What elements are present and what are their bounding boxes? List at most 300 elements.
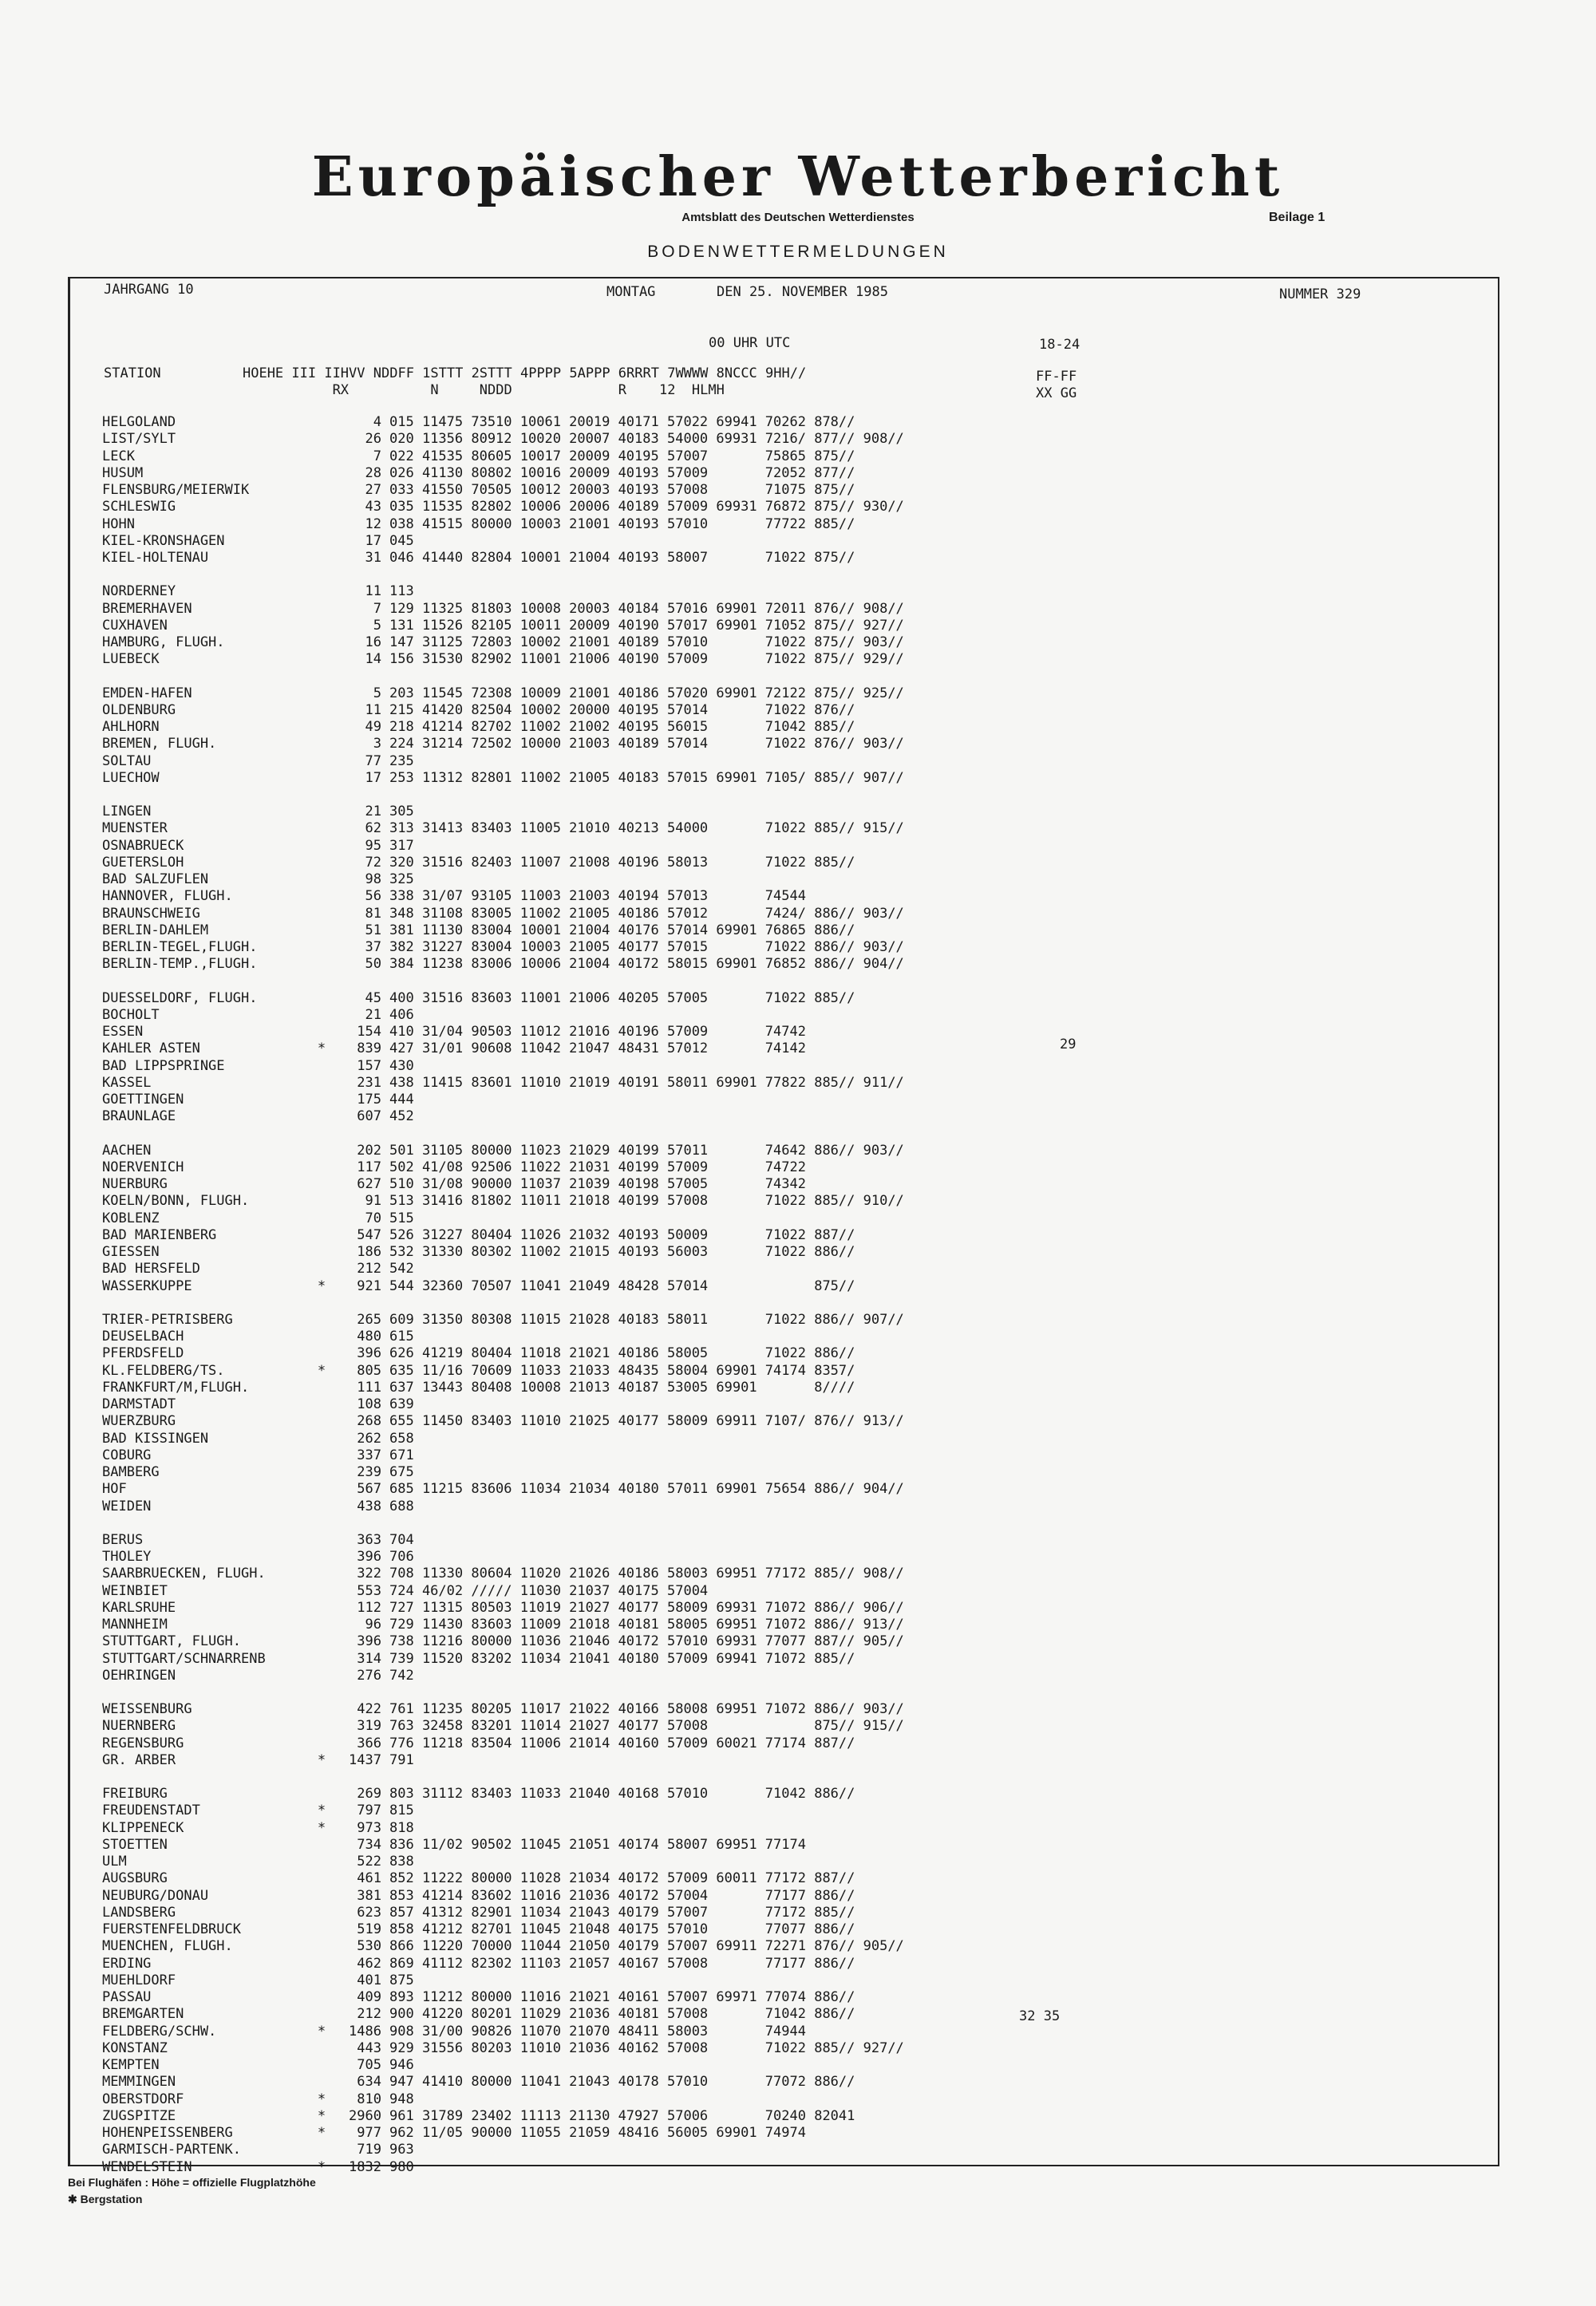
- station-height: 5: [373, 685, 381, 701]
- mountain-marker: *: [317, 1819, 326, 1836]
- mountain-marker: [311, 465, 332, 482]
- station-height: 51: [365, 922, 381, 938]
- station-name: KOELN/BONN, FLUGH.: [102, 1193, 250, 1210]
- station-name: HAMBURG, FLUGH.: [102, 634, 225, 650]
- station-name: KIEL-KRONSHAGEN: [102, 532, 225, 549]
- table-row: [102, 1058, 1108, 1075]
- mountain-marker: *: [317, 1803, 326, 1819]
- publisher-line: Amtsblatt des Deutschen Wetterdienstes: [681, 211, 915, 224]
- observation-code: 962 11/05 90000 11055 21059 48416 56005 69901 74974: [389, 2125, 806, 2141]
- station-height: 17: [365, 769, 381, 786]
- station-name: FREUDENSTADT: [102, 1803, 200, 1819]
- station-name: MUENSTER: [102, 820, 168, 837]
- observation-code: 381 11130 83004 10001 21004 40176 57014 69901 76865 886//: [389, 922, 855, 938]
- station-height: 212: [357, 2006, 381, 2023]
- station-group: [102, 1786, 1108, 2176]
- observation-code: 742: [389, 1667, 414, 1684]
- mountain-marker: [311, 516, 332, 533]
- station-height: 396: [357, 1345, 381, 1362]
- station-height: 21: [365, 1006, 381, 1023]
- table-row: [102, 939, 1108, 956]
- mountain-marker: [311, 2006, 332, 2023]
- observation-code: 893 11212 80000 11016 21021 40161 57007 69971 77074 886//: [389, 1989, 855, 2005]
- mountain-marker: [311, 1786, 332, 1803]
- station-height: 7: [373, 600, 381, 617]
- observation-code: 706: [389, 1549, 414, 1565]
- mountain-marker: [311, 499, 332, 515]
- mountain-marker: [311, 1143, 332, 1159]
- mountain-marker: [311, 1870, 332, 1887]
- table-row: [102, 770, 1108, 787]
- station-name: LIST/SYLT: [102, 431, 176, 448]
- table-row: [102, 1921, 1108, 1938]
- mountain-marker: [311, 1261, 332, 1277]
- table-row: [102, 2006, 1108, 2023]
- station-height: 839: [357, 1040, 381, 1057]
- mountain-marker: [311, 1532, 332, 1549]
- station-name: BAD LIPPSPRINGE: [102, 1057, 225, 1074]
- table-row: [102, 1854, 1108, 1870]
- mountain-marker: [311, 2057, 332, 2074]
- station-height: 522: [357, 1854, 381, 1870]
- table-row: [102, 618, 1108, 634]
- table-row: [102, 1143, 1108, 1159]
- mountain-marker: [311, 855, 332, 871]
- station-height: 422: [357, 1701, 381, 1717]
- table-row: [102, 736, 1108, 752]
- mountain-marker: [311, 1888, 332, 1905]
- observation-code: 929 31556 80203 11010 21036 40162 57008 71022 885// 927//: [389, 2039, 904, 2056]
- mountain-marker: [311, 1854, 332, 1870]
- mountain-marker: [311, 1058, 332, 1075]
- mountain-marker: [311, 770, 332, 787]
- table-row: [102, 2074, 1108, 2091]
- observation-code: 803 31112 83403 11033 21040 40168 57010 71042 886//: [389, 1786, 855, 1802]
- mountain-marker: [311, 583, 332, 600]
- station-height: 12: [365, 515, 381, 532]
- table-row: [102, 482, 1108, 499]
- station-height: 28: [365, 464, 381, 481]
- mountain-marker: [311, 753, 332, 770]
- column-header-line-2: RX N NDDD R 12 HLMH: [104, 382, 725, 398]
- observation-code: 818: [389, 1819, 414, 1836]
- station-height: 154: [357, 1024, 381, 1040]
- observation-code: 963: [389, 2142, 414, 2158]
- station-name: BERUS: [102, 1531, 144, 1548]
- station-name: PASSAU: [102, 1989, 152, 2005]
- station-height: 21: [365, 804, 381, 819]
- station-height: 314: [357, 1650, 381, 1667]
- station-name: WEINBIET: [102, 1582, 168, 1599]
- station-height: 212: [357, 1261, 381, 1277]
- station-name: FLENSBURG/MEIERWIK: [102, 482, 250, 498]
- observation-code: 948: [389, 2091, 414, 2107]
- table-row: [102, 516, 1108, 533]
- observation-code: 444: [389, 1092, 414, 1108]
- table-row: [102, 922, 1108, 939]
- mountain-marker: *: [317, 2107, 326, 2124]
- observation-code: 156 31530 82902 11001 21006 40190 57009 71022 875// 929//: [389, 651, 904, 668]
- observation-code: 022 41535 80605 10017 20009 40195 57007 75865 875//: [389, 448, 855, 464]
- station-name: KASSEL: [102, 1074, 152, 1091]
- station-name: GARMISCH-PARTENK.: [102, 2142, 241, 2158]
- observation-code: 908 31/00 90826 11070 21070 48411 58003 74944: [389, 2023, 806, 2039]
- mountain-marker: [311, 990, 332, 1007]
- table-row: [102, 1549, 1108, 1566]
- station-height: 519: [357, 1921, 381, 1937]
- observation-code: 637 13443 80408 10008 21013 40187 53005 69901 8////: [389, 1379, 855, 1396]
- station-name: LANDSBERG: [102, 1904, 176, 1921]
- station-height: 269: [357, 1786, 381, 1802]
- station-name: WENDELSTEIN: [102, 2158, 192, 2175]
- station-name: NORDERNEY: [102, 583, 176, 600]
- station-height: 607: [357, 1108, 381, 1125]
- station-name: KLIPPENECK: [102, 1819, 184, 1836]
- table-row: [102, 1227, 1108, 1244]
- station-height: 49: [365, 719, 381, 735]
- table-row: [102, 583, 1108, 600]
- station-height: 56: [365, 888, 381, 905]
- observation-code: 015 11475 73510 10061 20019 40171 57022 69941 70262 878//: [389, 414, 855, 430]
- table-row: [102, 956, 1108, 973]
- observation-code: 046 41440 82804 10001 21004 40193 58007 71022 875//: [389, 550, 855, 566]
- station-height: 381: [357, 1887, 381, 1904]
- table-row: [102, 1718, 1108, 1735]
- station-height: 108: [357, 1396, 381, 1412]
- observation-code: 510 31/08 90000 11037 21039 40198 57005 74342: [389, 1176, 806, 1192]
- station-name: BOCHOLT: [102, 1006, 160, 1023]
- table-row: [102, 601, 1108, 618]
- observation-code: 410 31/04 90503 11012 21016 40196 57009 74742: [389, 1024, 806, 1040]
- mountain-marker: [311, 804, 332, 820]
- station-name: ESSEN: [102, 1024, 144, 1040]
- observation-code: 704: [389, 1531, 414, 1548]
- mountain-marker: [311, 1956, 332, 1972]
- station-name: AHLHORN: [102, 719, 160, 735]
- station-name: WEIDEN: [102, 1498, 152, 1514]
- station-height: 45: [365, 989, 381, 1006]
- mountain-marker: [311, 1108, 332, 1125]
- observation-code: 866 11220 70000 11044 21050 40179 57007 69911 72271 876// 905//: [389, 1938, 904, 1955]
- station-name: HOHENPEISSENBERG: [102, 2125, 233, 2141]
- station-name: SAARBRUECKEN, FLUGH.: [102, 1566, 266, 1582]
- observation-code: 900 41220 80201 11029 21036 40181 57008 71042 886//: [389, 2006, 855, 2023]
- table-row: [102, 1363, 1108, 1380]
- observation-code: 655 11450 83403 11010 21025 40177 58009 69911 7107/ 876// 913//: [389, 1413, 904, 1430]
- station-height: 11: [365, 701, 381, 718]
- observation-code: 946: [389, 2057, 414, 2073]
- mountain-marker: [311, 1583, 332, 1600]
- volume-label: JAHRGANG 10: [104, 282, 194, 298]
- table-row: [102, 431, 1108, 448]
- station-height: 337: [357, 1447, 381, 1463]
- station-name: AACHEN: [102, 1142, 152, 1159]
- station-height: 11: [365, 583, 381, 600]
- table-row: [102, 1956, 1108, 1972]
- station-height: 462: [357, 1955, 381, 1972]
- observation-code: 384 11238 83006 10006 21004 40172 58015 69901 76852 886// 904//: [389, 956, 904, 973]
- mountain-marker: [311, 939, 332, 956]
- station-name: STUTTGART, FLUGH.: [102, 1633, 241, 1650]
- observation-code: 626 41219 80404 11018 21021 40186 58005 71022 886//: [389, 1345, 855, 1362]
- station-name: HELGOLAND: [102, 414, 176, 430]
- station-name: FUERSTENFELDBRUCK: [102, 1921, 241, 1937]
- station-name: OBERSTDORF: [102, 2091, 184, 2107]
- station-name: DEUSELBACH: [102, 1329, 184, 1345]
- mountain-marker: *: [317, 2125, 326, 2141]
- station-name: EMDEN-HAFEN: [102, 685, 192, 701]
- observation-code: 224 31214 72502 10000 21003 40189 57014 71022 876// 903//: [389, 736, 904, 752]
- observation-code: 858 41212 82701 11045 21048 40175 57010 77077 886//: [389, 1921, 855, 1937]
- mountain-marker: [311, 1092, 332, 1108]
- table-row: [102, 1905, 1108, 1921]
- station-height: 186: [357, 1244, 381, 1260]
- station-name: BERLIN-DAHLEM: [102, 922, 209, 938]
- table-row: [102, 533, 1108, 550]
- mountain-marker: [311, 1380, 332, 1396]
- mountain-marker: [311, 1227, 332, 1244]
- mountain-marker: [311, 2040, 332, 2057]
- mountain-marker: [311, 634, 332, 651]
- station-name: REGENSBURG: [102, 1735, 184, 1751]
- mountain-marker: *: [317, 2091, 326, 2107]
- mountain-marker: [311, 1396, 332, 1413]
- station-height: 734: [357, 1836, 381, 1853]
- observation-code: 313 31413 83403 11005 21010 40213 54000 71022 885// 915//: [389, 820, 904, 837]
- station-name: SOLTAU: [102, 752, 152, 769]
- observation-code: 961 31789 23402 11113 21130 47927 57006 70240 82041: [389, 2107, 855, 2124]
- station-height: 627: [357, 1176, 381, 1192]
- weekday-label: MONTAG: [606, 284, 656, 300]
- observation-code: 320 31516 82403 11007 21008 40196 58013 71022 885//: [389, 854, 855, 871]
- station-group: [102, 1701, 1108, 1769]
- mountain-marker: [311, 820, 332, 837]
- station-name: DARMSTADT: [102, 1396, 176, 1412]
- table-row: [102, 1701, 1108, 1718]
- observation-code: 045: [389, 532, 414, 549]
- mountain-marker: [311, 956, 332, 973]
- table-row: [102, 448, 1108, 465]
- observation-code: 253 11312 82801 11002 21005 40183 57015 69901 7105/ 885// 907//: [389, 769, 904, 786]
- observation-code: 348 31108 83005 11002 21005 40186 57012 7424/ 886// 903//: [389, 905, 904, 922]
- mountain-marker: [311, 1668, 332, 1684]
- gust-header-2: XX GG: [1036, 385, 1077, 401]
- table-row: [102, 1431, 1108, 1447]
- table-row: [102, 1566, 1108, 1582]
- station-height: 719: [357, 2142, 381, 2158]
- station-height: 401: [357, 1972, 381, 1988]
- observation-code: 791: [389, 1751, 414, 1768]
- mountain-marker: [311, 1431, 332, 1447]
- observation-code: 729 11430 83603 11009 21018 40181 58005 69951 71072 886// 913//: [389, 1617, 904, 1633]
- station-height: 202: [357, 1142, 381, 1159]
- observation-code: 235: [389, 752, 414, 769]
- table-row: [102, 1345, 1108, 1362]
- station-name: LUECHOW: [102, 769, 160, 786]
- mountain-marker: [311, 1718, 332, 1735]
- station-name: KIEL-HOLTENAU: [102, 550, 209, 566]
- station-height: 461: [357, 1870, 381, 1887]
- mountain-marker: [311, 1549, 332, 1566]
- station-name: BAD MARIENBERG: [102, 1226, 217, 1243]
- station-name: AUGSBURG: [102, 1870, 168, 1887]
- observation-code: 708 11330 80604 11020 21026 40186 58003 69951 77172 885// 908//: [389, 1566, 904, 1582]
- table-row: [102, 1396, 1108, 1413]
- table-row: [102, 1075, 1108, 1092]
- table-row: [102, 2159, 1108, 2176]
- station-height: 265: [357, 1311, 381, 1328]
- mountain-marker: [311, 431, 332, 448]
- table-row: [102, 1312, 1108, 1329]
- station-name: MUENCHEN, FLUGH.: [102, 1938, 233, 1955]
- observation-code: 658: [389, 1430, 414, 1447]
- observation-code: 033 41550 70505 10012 20003 40193 57008 71075 875//: [389, 482, 855, 498]
- station-height: 810: [357, 2091, 381, 2107]
- station-name: DUESSELDORF, FLUGH.: [102, 989, 258, 1006]
- observation-code: 406: [389, 1006, 414, 1023]
- mountain-marker: [311, 414, 332, 431]
- table-row: [102, 1888, 1108, 1905]
- issue-number: NUMMER 329: [1279, 286, 1361, 302]
- table-row: [102, 1972, 1108, 1989]
- station-name: LECK: [102, 448, 135, 464]
- table-row: [102, 1092, 1108, 1108]
- observation-code: 980: [389, 2158, 414, 2175]
- station-name: NEUBURG/DONAU: [102, 1887, 209, 1904]
- station-height: 239: [357, 1464, 381, 1480]
- station-name: HOF: [102, 1481, 127, 1498]
- observation-code: 020 11356 80912 10020 20007 40183 54000 69931 7216/ 877// 908//: [389, 431, 904, 448]
- table-row: [102, 1837, 1108, 1854]
- table-row: [102, 550, 1108, 567]
- station-name: LINGEN: [102, 804, 152, 819]
- mountain-marker: [311, 601, 332, 618]
- footnote-airport-height: Bei Flughäfen : Höhe = offizielle Flugplatzhöhe: [68, 2176, 316, 2189]
- station-height: 2960: [349, 2107, 381, 2124]
- station-name: KOBLENZ: [102, 1210, 160, 1226]
- observation-code: 609 31350 80308 11015 21028 40183 58011 71022 886// 907//: [389, 1311, 904, 1328]
- gust-header-1: FF-FF: [1036, 369, 1077, 385]
- mountain-marker: [311, 1447, 332, 1464]
- station-name: GOETTINGEN: [102, 1092, 184, 1108]
- station-height: 231: [357, 1074, 381, 1091]
- observation-code: 218 41214 82702 11002 21002 40195 56015 71042 885//: [389, 719, 855, 735]
- station-name: BREMERHAVEN: [102, 600, 192, 617]
- observation-code: 526 31227 80404 11026 21032 40193 50009 71022 887//: [389, 1226, 855, 1243]
- table-row: [102, 1108, 1108, 1125]
- station-height: 16: [365, 634, 381, 650]
- observation-code: 501 31105 80000 11023 21029 40199 57011 74642 886// 903//: [389, 1142, 904, 1159]
- station-name: MEMMINGEN: [102, 2074, 176, 2091]
- observation-code: 836 11/02 90502 11045 21051 40174 58007 69951 77174: [389, 1836, 806, 1853]
- table-row: [102, 1633, 1108, 1650]
- station-height: 262: [357, 1430, 381, 1447]
- table-row: [102, 1786, 1108, 1803]
- table-row: [102, 1464, 1108, 1481]
- observation-code: 615: [389, 1329, 414, 1345]
- mountain-marker: [311, 2142, 332, 2158]
- observation-code: 325: [389, 871, 414, 887]
- observation-code: 639: [389, 1396, 414, 1412]
- observation-code: 382 31227 83004 10003 21005 40177 57015 71022 886// 903//: [389, 939, 904, 955]
- time-label: 00 UHR UTC: [709, 335, 791, 351]
- station-height: 157: [357, 1057, 381, 1074]
- table-row: [102, 685, 1108, 702]
- station-height: 268: [357, 1413, 381, 1430]
- station-name: COBURG: [102, 1447, 152, 1463]
- station-name: BRAUNSCHWEIG: [102, 905, 200, 922]
- station-name: BERLIN-TEGEL,FLUGH.: [102, 939, 258, 955]
- table-row: [102, 1938, 1108, 1955]
- station-height: 1832: [349, 2158, 381, 2175]
- date-label: DEN 25. NOVEMBER 1985: [717, 284, 888, 300]
- station-height: 17: [365, 532, 381, 549]
- table-row: [102, 1278, 1108, 1295]
- series-title: BODENWETTERMELDUNGEN: [647, 243, 949, 261]
- mountain-marker: [311, 1210, 332, 1227]
- observation-code: 685 11215 83606 11034 21034 40180 57011 69901 75654 886// 904//: [389, 1481, 904, 1498]
- mountain-marker: [311, 1905, 332, 1921]
- table-row: [102, 2091, 1108, 2108]
- station-name: MUEHLDORF: [102, 1972, 176, 1988]
- table-row: [102, 990, 1108, 1007]
- mountain-marker: [311, 871, 332, 888]
- mountain-marker: [311, 1921, 332, 1938]
- station-name: TRIER-PETRISBERG: [102, 1311, 233, 1328]
- mountain-marker: [311, 533, 332, 550]
- mountain-marker: [311, 1566, 332, 1582]
- table-row: [102, 414, 1108, 431]
- mountain-marker: [311, 1329, 332, 1345]
- station-height: 1437: [349, 1751, 381, 1768]
- station-height: 396: [357, 1633, 381, 1650]
- station-name: KONSTANZ: [102, 2039, 168, 2056]
- mountain-marker: [311, 1244, 332, 1261]
- station-name: BAD SALZUFLEN: [102, 871, 209, 887]
- column-header-line-1: STATION HOEHE III IIHVV NDDFF 1STTT 2STTT 4PPPP 5APPP 6RRRT 7WWWW 8NCCC 9HH//: [104, 365, 807, 381]
- observation-code: 763 32458 83201 11014 21027 40177 57008 875// 915//: [389, 1718, 904, 1735]
- observation-code: 738 11216 80000 11036 21046 40172 57010 69931 77077 887// 905//: [389, 1633, 904, 1650]
- station-name: KAHLER ASTEN: [102, 1040, 200, 1057]
- table-row: [102, 1803, 1108, 1819]
- mountain-marker: [311, 1837, 332, 1854]
- station-height: 95: [365, 837, 381, 854]
- table-row: [102, 2057, 1108, 2074]
- station-height: 31: [365, 550, 381, 566]
- station-name: ZUGSPITZE: [102, 2107, 176, 2124]
- mountain-marker: [311, 736, 332, 752]
- station-height: 117: [357, 1159, 381, 1175]
- mountain-marker: [311, 1972, 332, 1989]
- period-label: 18-24: [1039, 337, 1080, 353]
- mountain-marker: [311, 1499, 332, 1515]
- station-name: LUEBECK: [102, 651, 160, 668]
- observation-code: 857 41312 82901 11034 21043 40179 57007 77172 885//: [389, 1904, 855, 1921]
- station-height: 4: [373, 414, 381, 430]
- mountain-marker: *: [317, 1040, 326, 1057]
- footnote-mountain-station: ✱ Bergstation: [68, 2193, 143, 2205]
- table-row: [102, 465, 1108, 482]
- station-name: FRANKFURT/M,FLUGH.: [102, 1379, 250, 1396]
- mountain-marker: [311, 1481, 332, 1498]
- station-height: 276: [357, 1667, 381, 1684]
- station-height: 26: [365, 431, 381, 448]
- observation-code: 542: [389, 1261, 414, 1277]
- observation-code: 305: [389, 804, 414, 819]
- observation-code: 438 11415 83601 11010 21019 40191 58011 69901 77822 885// 911//: [389, 1074, 904, 1091]
- station-height: 547: [357, 1226, 381, 1243]
- mountain-marker: [311, 1345, 332, 1362]
